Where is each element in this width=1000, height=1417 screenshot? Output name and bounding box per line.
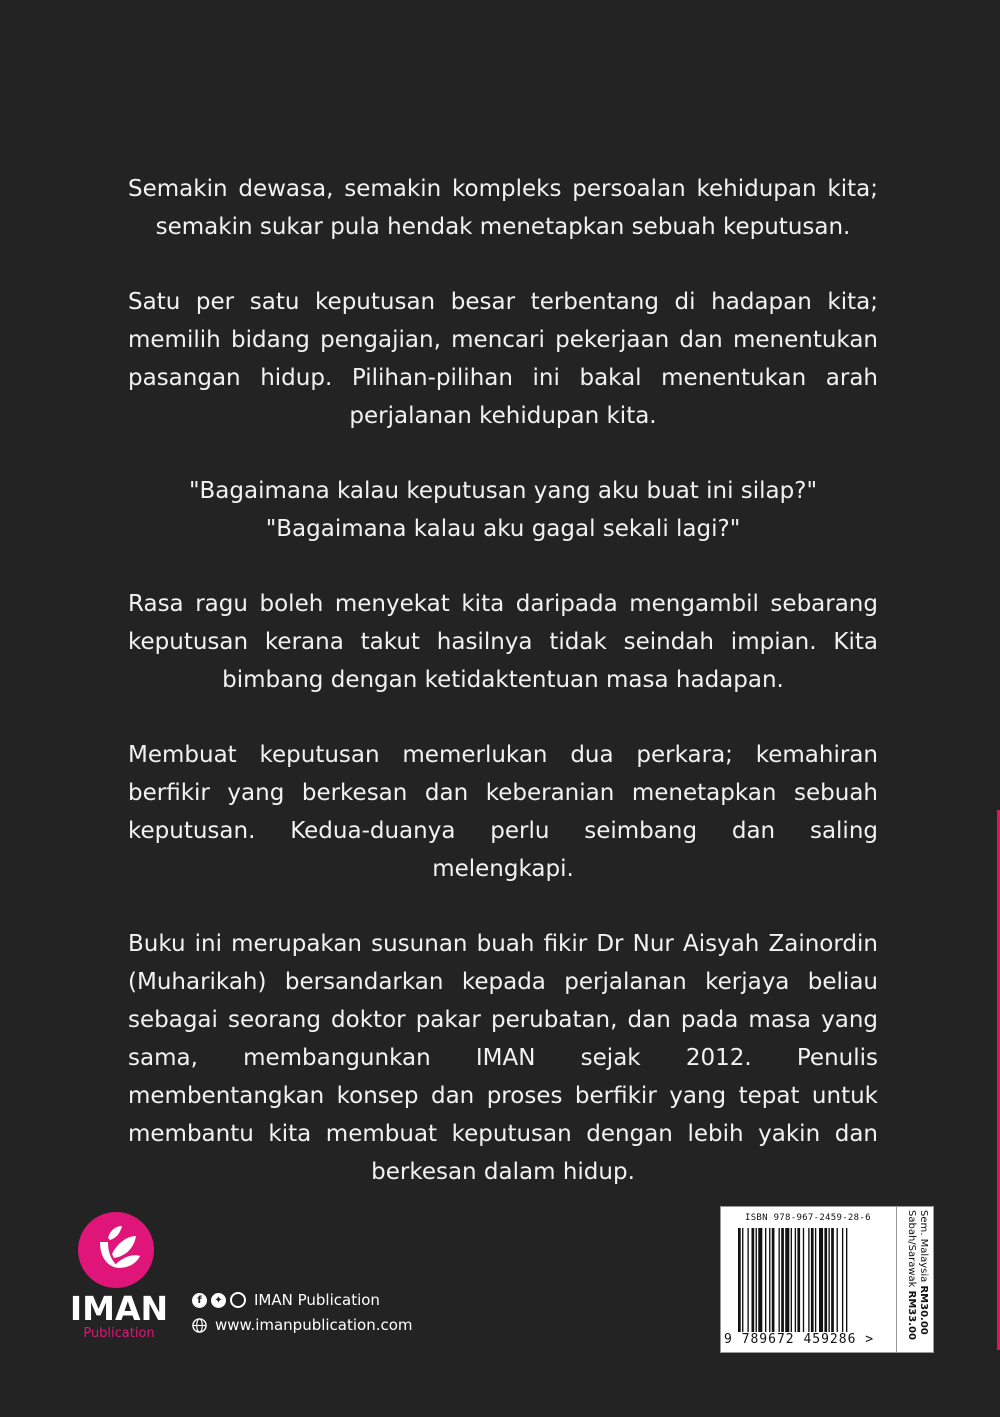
barcode-bar bbox=[769, 1228, 770, 1332]
barcode-bar bbox=[756, 1228, 757, 1332]
barcode-bar bbox=[842, 1228, 843, 1332]
leaf-logo-icon bbox=[78, 1212, 154, 1288]
barcode-bar bbox=[742, 1228, 743, 1332]
blurb-quotes bbox=[128, 472, 878, 548]
globe-icon bbox=[192, 1318, 207, 1333]
barcode-bar bbox=[781, 1228, 784, 1332]
barcode-bar bbox=[747, 1228, 748, 1332]
barcode-bar bbox=[797, 1228, 800, 1332]
barcode-number: 9 789672 459286 > bbox=[724, 1332, 875, 1347]
logo-subtitle: Publication bbox=[83, 1326, 155, 1341]
price-label bbox=[905, 1210, 929, 1340]
website-url: www.imanpublication.com bbox=[215, 1316, 413, 1334]
quote-1: "Bagaimana kalau keputusan yang aku buat ini silap?" bbox=[188, 478, 818, 504]
barcode-bar bbox=[791, 1228, 792, 1332]
website-row bbox=[192, 1314, 413, 1336]
barcode-bar bbox=[811, 1228, 814, 1332]
blurb-paragraph-4: Membuat keputusan memerlukan dua perkara; kemahiran berfikir yang berkesan dan keberanian menetapkan sebuah keputusan. Kedua-duanya perlu seimbang dan saling melengkapi. bbox=[128, 742, 878, 882]
price-sabah-value: RM33.00 bbox=[906, 1290, 917, 1340]
barcode-bar bbox=[828, 1228, 829, 1332]
barcode-bar bbox=[846, 1228, 847, 1332]
barcode-bar bbox=[824, 1228, 827, 1332]
price-sabah-prefix: Sabah/Sarawak bbox=[906, 1210, 917, 1291]
social-handle: IMAN Publication bbox=[254, 1291, 380, 1309]
barcode-bar bbox=[808, 1228, 809, 1332]
barcode-bar bbox=[795, 1228, 796, 1332]
barcode-bar bbox=[831, 1228, 834, 1332]
blurb-paragraph-2: Satu per satu keputusan besar terbentang di hadapan kita; memilih bidang pengajian, mencari pekerjaan dan menentukan pasangan hidup. Pilihan-pilihan ini bakal menentukan arah perjalanan kehidupan kita. bbox=[128, 289, 878, 429]
price-malaysia-value: RM30.00 bbox=[918, 1285, 929, 1335]
publisher-logo bbox=[64, 1212, 174, 1341]
barcode-bar bbox=[779, 1228, 780, 1332]
barcode-bar bbox=[819, 1228, 823, 1332]
barcode-bar bbox=[738, 1228, 741, 1332]
price-malaysia-prefix: Sem. Malaysia bbox=[918, 1210, 929, 1286]
barcode-bar bbox=[752, 1228, 755, 1332]
quote-2: "Bagaimana kalau aku gagal sekali lagi?" bbox=[265, 516, 741, 542]
barcode-bar bbox=[815, 1228, 816, 1332]
facebook-icon: f bbox=[192, 1293, 207, 1308]
blurb-paragraph-5: Buku ini merupakan susunan buah fikir Dr Nur Aisyah Zainordin (Muharikah) bersandarkan kepada perjalanan kerjaya beliau sebagai seorang doktor pakar perubatan, dan pada masa yang sama, membangunkan IMAN sejak 2012. Penulis membentangkan konsep dan proses berfikir yang tepat untuk membantu kita membuat keputusan dengan lebih yakin dan berkesan dalam hidup. bbox=[128, 931, 878, 1185]
blurb-paragraph-3: Rasa ragu boleh menyekat kita daripada mengambil sebarang keputusan kerana takut hasilnya tidak seindah impian. Kita bimbang dengan ketidaktentuan masa hadapan. bbox=[128, 591, 878, 693]
social-row bbox=[192, 1289, 413, 1311]
logo-wordmark: IMAN bbox=[69, 1289, 169, 1328]
blurb-paragraph-1: Semakin dewasa, semakin kompleks persoalan kehidupan kita; semakin sukar pula hendak menetapkan sebuah keputusan. bbox=[128, 176, 878, 240]
isbn-label: ISBN 978-967-2459-28-6 bbox=[745, 1213, 871, 1223]
publisher-contacts bbox=[192, 1289, 413, 1339]
barcode-bar bbox=[758, 1228, 762, 1332]
twitter-icon: ✦ bbox=[211, 1293, 226, 1308]
barcode-bar bbox=[803, 1228, 804, 1332]
barcode-bar bbox=[765, 1228, 766, 1332]
blurb bbox=[128, 170, 878, 1228]
barcode-bar bbox=[785, 1228, 789, 1332]
instagram-icon bbox=[230, 1292, 246, 1308]
barcode-bar bbox=[772, 1228, 775, 1332]
barcode-bar bbox=[837, 1228, 838, 1332]
barcode-bars bbox=[738, 1228, 886, 1332]
